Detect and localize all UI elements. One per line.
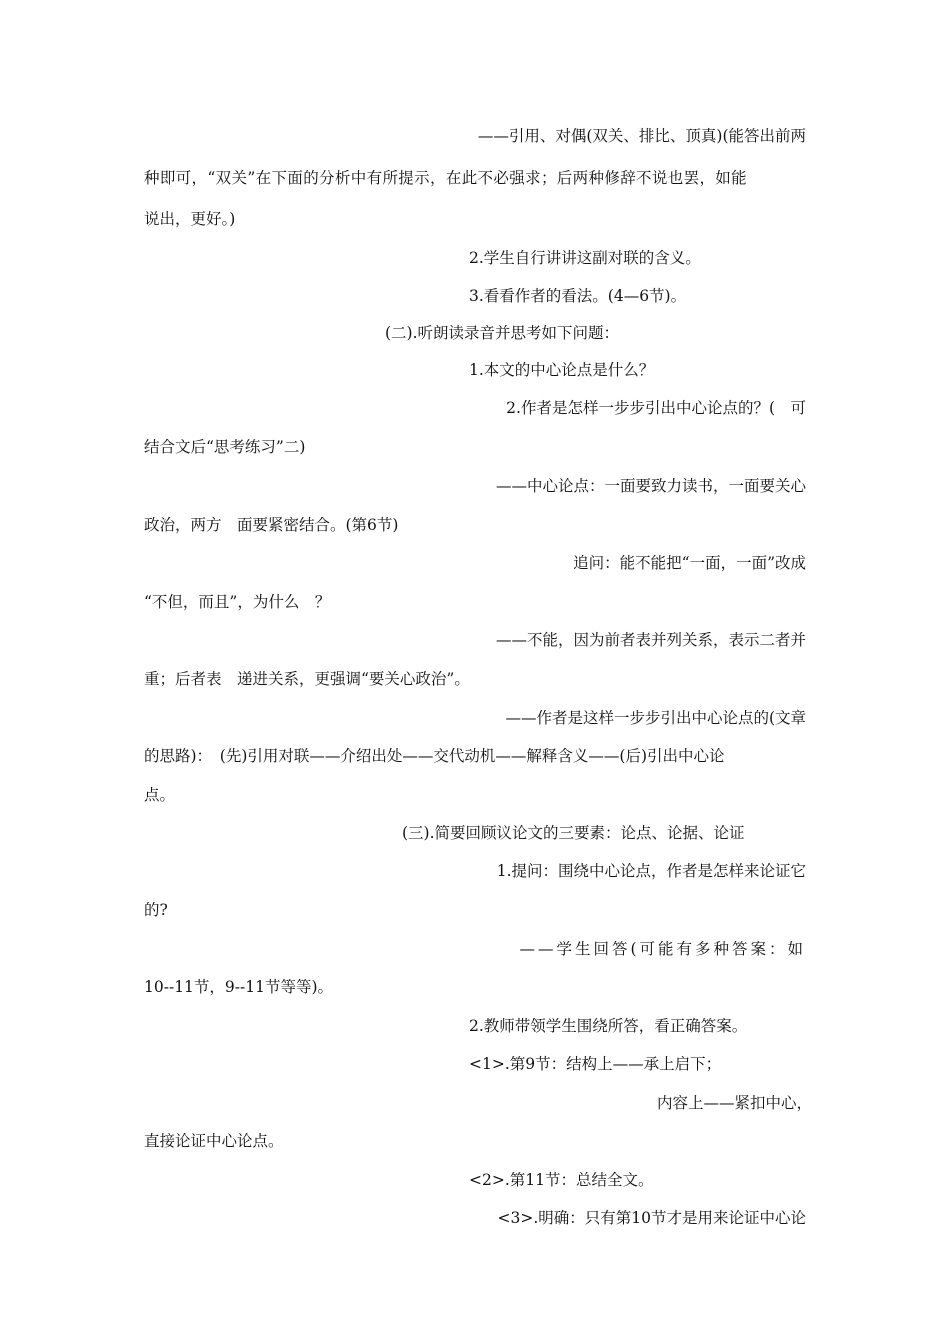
text-line: ——作者是这样一步步引出中心论点的(文章 [505,709,806,727]
text-line: 1.提问：围绕中心论点，作者是怎样来论证它 [496,862,806,880]
text-line: 重；后者表 递进关系，更强调“要关心政治”。 [144,670,470,688]
text-line: 3.看看作者的看法。(4—6节)。 [469,287,687,305]
text-line: 2.学生自行讲讲这副对联的含义。 [469,249,701,267]
section-heading: (三).简要回顾议论文的三要素：论点、论据、论证 [402,824,745,842]
text-line: 追问：能不能把“一面，一面”改成 [573,554,806,572]
section-heading: (二).听朗读录音并思考如下问题： [385,324,620,342]
text-line: 政治，两方 面要紧密结合。(第6节) [144,516,399,534]
text-line: 点。 [144,786,176,804]
text-line: ——不能，因为前者表并列关系，表示二者并 [495,631,806,649]
text-line: “不但，而且”，为什么 ？ [144,593,331,611]
text-line: 直接论证中心论点。 [144,1132,284,1150]
text-line: 10--11节，9--11节等等)。 [144,978,334,996]
text-line: 的思路)： (先)引用对联——介绍出处——交代动机——解释含义——(后)引出中心论 [144,747,725,765]
text-line: ——学生回答(可能有多种答案：如 [519,940,806,958]
text-line: 内容上——紧扣中心， [656,1094,812,1112]
text-line: 2.作者是怎样一步步引出中心论点的？( 可 [506,399,806,417]
text-line: ——引用、对偶(双关、排比、顶真)(能答出前两 [477,127,806,145]
text-line: 说出，更好。) [144,210,236,228]
text-line: 种即可，“双关”在下面的分析中有所提示，在此不必强求；后两种修辞不说也罢，如能 [144,169,748,187]
text-line: ——中心论点：一面要致力读书，一面要关心 [495,477,806,495]
text-line: 的? [144,901,168,919]
text-line: 1.本文的中心论点是什么？ [469,361,655,379]
text-line: 2.教师带领学生围绕所答，看正确答案。 [469,1017,748,1035]
text-line: 结合文后“思考练习”二) [144,438,306,456]
text-line: <1>.第9节：结构上——承上启下； [469,1055,722,1073]
text-line: <2>.第11节：总结全文。 [469,1171,654,1189]
text-line: <3>.明确：只有第10节才是用来论证中心论 [497,1209,806,1227]
